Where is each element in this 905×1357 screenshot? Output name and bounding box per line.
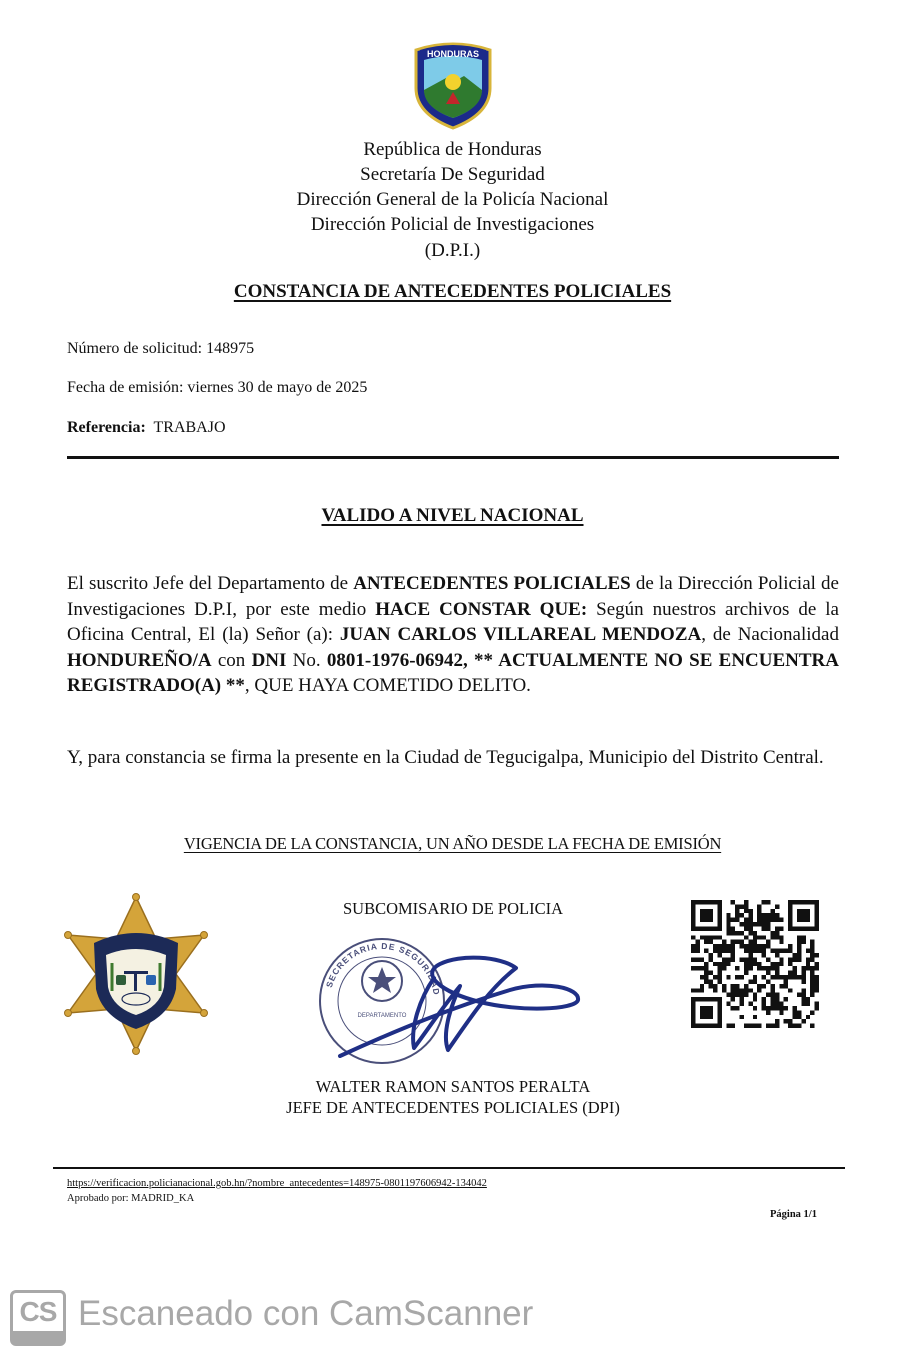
header-direccion-general: Dirección General de la Policía Nacional [296,189,609,210]
fecha-label: Fecha de emisión: [67,379,184,396]
logo-text: HONDURAS [426,49,480,59]
page-number: Página 1/1 [770,1209,817,1220]
signer-name: WALTER RAMON SANTOS PERALTA [315,1077,591,1096]
dni-and-status: 0801-1976-06942, ** ACTUALMENTE NO SE ENCUENTRA REGISTRADO(A) ** [67,649,839,696]
camscanner-watermark-text: Escaneado con CamScanner [78,1294,534,1333]
camscanner-logo-icon [10,1290,66,1346]
body-text: Según nuestros archivos de la Oficina Central, El (la) Señor (a): [67,598,839,645]
body-text: , de Nacionalidad [701,624,839,645]
referencia-label: Referencia: [67,419,146,436]
validity-heading: VALIDO A NIVEL NACIONAL [321,505,584,526]
header-republica: República de Honduras [363,139,542,160]
person-name: JUAN CARLOS VILLAREAL MENDOZA [339,624,702,645]
signer-rank: SUBCOMISARIO DE POLICIA [342,899,564,918]
verification-link[interactable]: https://verificacion.policianacional.gob.hn/?nombre_antecedentes=148975-0801197606942-134042 [67,1178,487,1189]
certification-paragraph [67,571,839,699]
body-text: de la Dirección Policial de Investigaciones D.P.I, por este medio [67,573,839,620]
approved-by: Aprobado por: MADRID_KA [67,1193,195,1204]
handwritten-signature [330,938,590,1058]
header-secretaria: Secretaría De Seguridad [360,164,545,185]
dni-label: DNI [251,649,287,671]
signing-paragraph: Y, para constancia se firma la presente en la Ciudad de Tegucigalpa, Municipio del Distrito Central. [67,747,824,768]
policia-nacional-shield-logo [408,38,498,130]
footer-divider [53,1167,845,1169]
header-direccion-policial: Dirección Policial de Investigaciones [310,214,595,235]
body-bold-hace-constar: HACE CONSTAR QUE: [375,598,588,620]
referencia-value: TRABAJO [153,419,226,436]
solicitud-row [67,340,254,358]
camscanner-logo-text: CS [19,1296,57,1327]
body-text: con [211,649,252,671]
fecha-row [67,379,367,397]
fecha-value: viernes 30 de mayo de 2025 [187,379,368,396]
header-dpi: (D.P.I.) [424,240,481,261]
referencia-row [67,419,226,437]
vigencia-notice: VIGENCIA DE LA CONSTANCIA, UN AÑO DESDE LA FECHA DE EMISIÓN [183,834,722,853]
signer-position: JEFE DE ANTECEDENTES POLICIALES (DPI) [286,1098,620,1117]
solicitud-label: Número de solicitud: [67,340,203,357]
body-text: No. [286,649,327,671]
section-divider [67,456,839,459]
stamp-inner-text: DEPARTAMENTO [357,1013,407,1019]
body-bold-antecedentes: ANTECEDENTES POLICIALES [353,573,631,594]
stamp-text: SECRETARIA DE SEGURIDAD [323,940,442,997]
body-text: El suscrito Jefe del Departamento de [67,573,354,594]
body-text: , QUE HAYA COMETIDO DELITO. [244,675,531,696]
solicitud-value: 148975 [206,340,255,357]
nationality: HONDUREÑO/A [67,649,212,671]
verification-qr-code[interactable] [691,900,819,1028]
document-title: CONSTANCIA DE ANTECEDENTES POLICIALES [233,281,672,302]
dpi-star-badge-logo [64,893,208,1055]
